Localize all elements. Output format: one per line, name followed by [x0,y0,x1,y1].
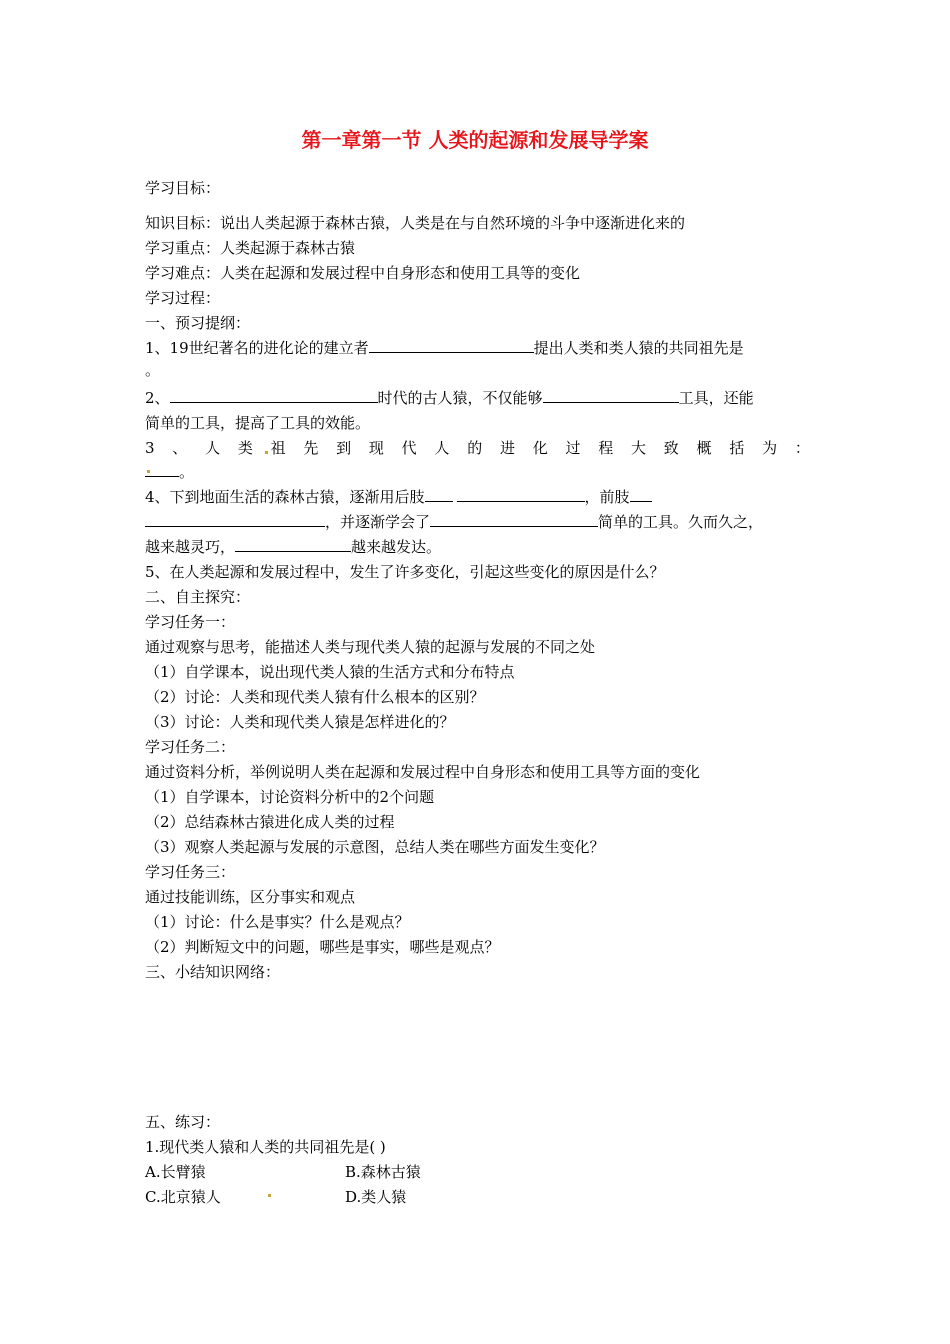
question-1-end: 。 [145,361,161,379]
task-3-intro: 通过技能训练，区分事实和观点 [145,888,356,906]
question-1-text-b: 提出人类和类人猿的共同祖先是 [533,339,744,357]
task-3-item: （1）讨论：什么是事实？什么是观点？ [145,913,410,931]
task-2-item: （3）观察人类起源与发展的示意图，总结人类在哪些方面发生变化？ [145,838,605,856]
task-1-heading: 学习任务一： [145,613,236,631]
question-3-char: 类 [237,439,253,457]
question-3-char: 概 [696,439,712,457]
task-1-intro: 通过观察与思考，能描述人类与现代类人猿的起源与发展的不同之处 [145,638,596,656]
question-4-line-3 [145,537,810,557]
answer-blank[interactable] [235,537,351,552]
question-4-text-c: ，并逐渐学会了 [325,513,431,531]
question-3-char: 人 [434,439,450,457]
question-3-char: 为 [762,439,778,457]
practice-heading: 五、练习： [145,1113,221,1131]
option-a: A.长臂猿 [145,1163,206,1181]
question-4-line-2 [145,512,810,532]
question-3-char: 祖 [270,439,286,457]
explore-heading: 二、自主探究： [145,588,251,606]
question-2-text-b: 时代的古人猿，不仅能够 [377,389,543,407]
question-3-char: 先 [303,439,319,457]
answer-blank[interactable] [630,487,652,502]
question-3-char: 化 [532,439,548,457]
task-1-item: （3）讨论：人类和现代类人猿是怎样进化的？ [145,713,455,731]
question-3-char: 人 [205,439,221,457]
task-2-heading: 学习任务二： [145,738,236,756]
question-3-end: 。 [179,463,195,481]
task-1-item: （1）自学课本，说出现代类人猿的生活方式和分布特点 [145,663,515,681]
question-3-char: 3 [145,439,155,457]
goals-heading: 学习目标： [145,179,221,197]
question-1-line [145,338,810,358]
question-3-char: 过 [565,439,581,457]
option-b: B.森林古猿 [345,1163,421,1181]
process-heading: 学习过程： [145,289,221,307]
question-4-text-b: ，前肢 [584,488,630,506]
question-3-char: 代 [401,439,417,457]
question-2-line [145,388,810,408]
task-2-item: （1）自学课本，讨论资料分析中的2个问题 [145,788,435,806]
question-3-answer-line [145,462,810,482]
question-4-text-f: 越来越发达。 [351,538,442,556]
option-c: C.北京猿人 [145,1188,221,1206]
answer-blank[interactable] [543,388,679,403]
page-title: 第一章第一节 人类的起源和发展导学案 [301,128,649,152]
question-3-char: 大 [631,439,647,457]
task-2-intro: 通过资料分析，举例说明人类在起源和发展过程中自身形态和使用工具等方面的变化 [145,763,701,781]
scan-speck [265,451,268,454]
answer-blank[interactable] [425,487,453,502]
question-4-text-d: 简单的工具。久而久之， [598,513,764,531]
question-1-text-a: 1、19世纪著名的进化论的建立者 [145,339,369,357]
knowledge-goal: 知识目标：说出人类起源于森林古猿，人类是在与自然环境的斗争中逐渐进化来的 [145,214,686,232]
option-d: D.类人猿 [345,1188,407,1206]
question-3-char: 到 [336,439,352,457]
question-2-text-c: 工具，还能 [678,389,754,407]
scan-speck [147,470,150,473]
question-2-text-a: 2、 [145,389,170,407]
question-4-line [145,487,810,507]
practice-question-1: 1.现代类人猿和人类的共同祖先是( ) [145,1138,386,1156]
question-4-text-e: 越来越灵巧， [145,538,236,556]
question-5: 5、在人类起源和发展过程中，发生了许多变化，引起这些变化的原因是什么？ [145,563,665,581]
task-3-item: （2）判断短文中的问题，哪些是事实，哪些是观点？ [145,938,500,956]
scan-speck [268,1194,271,1197]
question-3-char: 进 [499,439,515,457]
question-3-char: 的 [467,439,483,457]
question-3-char: ： [794,439,810,457]
answer-blank[interactable] [369,338,534,353]
outline-heading: 一、预习提纲： [145,314,251,332]
task-2-item: （2）总结森林古猿进化成人类的过程 [145,813,395,831]
options-row-1 [145,1162,810,1182]
key-point: 学习重点：人类起源于森林古猿 [145,239,356,257]
question-2-continued: 简单的工具，提高了工具的效能。 [145,414,371,432]
answer-blank[interactable] [170,388,378,403]
task-1-item: （2）讨论：人类和现代类人猿有什么根本的区别？ [145,688,485,706]
task-3-heading: 学习任务三： [145,863,236,881]
question-3-line [145,438,810,458]
answer-blank[interactable] [457,487,585,502]
question-4-text-a: 4、下到地面生活的森林古猿，逐渐用后肢 [145,488,425,506]
answer-blank[interactable] [145,462,179,477]
question-3-char: 括 [729,439,745,457]
difficulty: 学习难点：人类在起源和发展过程中自身形态和使用工具等的变化 [145,264,581,282]
question-3-char: 现 [368,439,384,457]
options-row-2 [145,1187,810,1207]
question-3-char: 致 [663,439,679,457]
summary-heading: 三、小结知识网络： [145,963,281,981]
question-3-char: 、 [172,439,188,457]
question-3-char: 程 [598,439,614,457]
answer-blank[interactable] [145,512,325,527]
answer-blank[interactable] [430,512,598,527]
